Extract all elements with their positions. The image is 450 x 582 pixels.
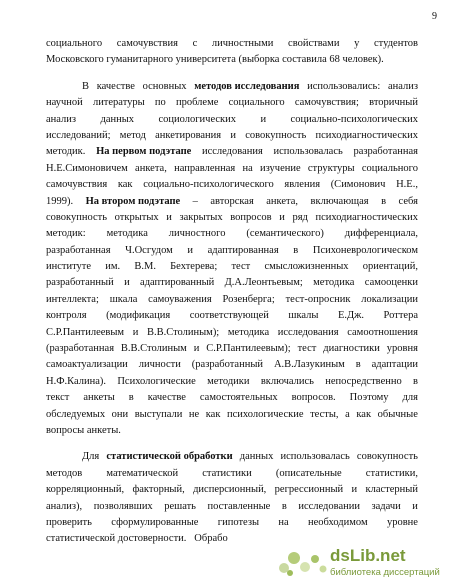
word: вопросов.	[291, 392, 336, 404]
word: анализ	[46, 113, 77, 125]
text-line	[46, 128, 418, 144]
word: и	[260, 113, 267, 125]
word: совокупность	[356, 451, 418, 463]
word: авторская	[210, 195, 254, 207]
word: решать	[164, 500, 196, 512]
text-line	[46, 259, 418, 275]
word: адаптации	[371, 359, 418, 371]
word: использовалась	[273, 146, 343, 158]
word: исследования	[277, 326, 339, 338]
word: качестве	[147, 392, 186, 404]
word: себя	[398, 195, 418, 207]
word: С.Р.Пантилеевым	[46, 326, 125, 338]
word: кластерный	[365, 484, 418, 496]
word: обычные	[377, 408, 418, 420]
word: анкетирования	[155, 129, 222, 141]
word: сформулированные	[111, 516, 199, 528]
word: адаптированный	[140, 277, 215, 289]
word: В	[82, 80, 90, 92]
word: тесты,	[310, 408, 339, 420]
text-line	[46, 112, 418, 128]
dslib-logo-icon	[274, 548, 334, 578]
text-line	[46, 210, 418, 226]
word: и	[124, 277, 130, 289]
word: и	[230, 129, 236, 141]
word: методика	[227, 326, 270, 338]
word: интеллекта;	[46, 293, 99, 305]
word: В.В.Столиным);	[146, 326, 220, 338]
word: данных	[239, 451, 274, 463]
word: как	[205, 408, 221, 420]
word: статистической достоверности. Обрабо	[46, 533, 228, 545]
word: свойствами	[288, 38, 340, 49]
text-line	[46, 194, 418, 210]
word: необходимом	[308, 516, 368, 528]
word: анализ),	[46, 500, 83, 512]
word: социологических	[158, 113, 237, 125]
word: включались	[260, 375, 314, 387]
word: им.	[105, 261, 121, 273]
word: математической	[106, 467, 179, 479]
word: поставленные	[207, 500, 271, 512]
word: позволявших	[93, 500, 153, 512]
word: исследований;	[46, 129, 111, 141]
word: самочувствия;	[294, 97, 359, 109]
word: социального	[361, 162, 418, 174]
word: для	[402, 392, 418, 404]
text-line	[46, 243, 418, 259]
word: тест-опросник	[285, 293, 351, 305]
word: разработанная	[46, 244, 111, 256]
word: использовались:	[307, 80, 381, 92]
text-line	[46, 308, 418, 324]
word: диагностики	[323, 343, 380, 355]
text-line	[46, 407, 418, 423]
word: совокупность	[46, 211, 108, 223]
word: психодиагностических	[315, 211, 418, 223]
word: анкета,	[135, 162, 167, 174]
word: проверить	[46, 516, 92, 528]
text-line	[46, 515, 418, 531]
word: статистики,	[365, 467, 418, 479]
word: и	[193, 343, 200, 355]
text-line	[46, 95, 418, 111]
text-line	[46, 79, 418, 95]
word: личности	[138, 359, 181, 371]
watermark-brand: dsLib.net	[330, 546, 406, 565]
word: на	[278, 516, 289, 528]
bold-term: На первом подэтапе	[96, 146, 192, 158]
word: и	[351, 484, 358, 496]
word: метод	[119, 129, 146, 141]
word: личностными	[211, 38, 274, 49]
text-line	[46, 449, 418, 465]
text-line	[46, 423, 418, 439]
word: психологические	[227, 408, 304, 420]
text-line	[46, 499, 418, 515]
word: направленная	[174, 162, 236, 174]
word: тест	[231, 261, 251, 273]
word: структуры	[307, 162, 355, 174]
word: не	[188, 408, 200, 420]
word: закрытых	[179, 211, 223, 223]
page-number: 9	[432, 11, 437, 22]
word: методика	[106, 228, 148, 240]
word: в	[355, 359, 361, 371]
word: данных	[100, 113, 135, 125]
word: использовалась	[280, 451, 350, 463]
document-body	[46, 36, 418, 548]
word: ряд	[292, 211, 308, 223]
word: А.В.Лазукиным	[273, 359, 345, 371]
text-line	[46, 390, 418, 406]
word: анализ	[387, 80, 418, 92]
word: методов	[46, 467, 83, 479]
bold-term: методов исследования	[194, 80, 300, 92]
bold-term: статистической обработки	[106, 451, 233, 463]
word: Розенберга;	[222, 293, 275, 305]
word: в	[293, 244, 299, 256]
text-line	[46, 177, 418, 193]
word: научной	[46, 97, 83, 109]
text-line	[46, 466, 418, 482]
word: в	[128, 392, 134, 404]
word: личностного	[168, 228, 226, 240]
word: разработанный	[46, 277, 114, 289]
word: непосредственно	[325, 375, 402, 387]
word: Н.Е.Симоновичем	[46, 162, 128, 174]
word: в	[413, 375, 418, 387]
text-line	[46, 325, 418, 341]
word: Ч.Осгудом	[125, 244, 173, 256]
word: уровня	[386, 343, 418, 355]
bold-term: На втором подэтапе	[85, 195, 181, 207]
word: адаптированная	[207, 244, 279, 256]
word: в	[281, 500, 287, 512]
word: проблеме	[175, 97, 219, 109]
dslib-watermark	[274, 546, 450, 580]
word: –	[192, 195, 198, 207]
word: психодиагностических	[315, 129, 418, 141]
word: (описательные	[275, 467, 342, 479]
text-line	[46, 226, 418, 242]
text-line	[46, 341, 418, 357]
text-line	[46, 482, 418, 498]
word: самоотношения	[347, 326, 418, 338]
word: вопросов	[230, 211, 272, 223]
word: Поэтому	[349, 392, 389, 404]
word: (семантического)	[246, 228, 324, 240]
word: соответствующей	[189, 310, 269, 322]
word: как	[117, 179, 133, 191]
word: на	[242, 162, 253, 174]
word: литературы	[92, 97, 145, 109]
word: вторичный	[369, 97, 418, 109]
word: самочувствия	[116, 38, 178, 49]
word: студентов	[374, 38, 418, 49]
word: Е.Дж.	[337, 310, 365, 322]
word: методик:	[46, 228, 86, 240]
word: Роттера	[383, 310, 418, 322]
watermark-subtitle: библиотека диссертаций	[330, 567, 440, 578]
word: самоуважения	[148, 293, 212, 305]
word: Н.Е.,	[396, 179, 418, 191]
word: социального	[228, 97, 285, 109]
word: основных	[142, 80, 187, 92]
word: и	[187, 244, 193, 256]
word: корреляционный,	[46, 484, 125, 496]
word: В.М.	[134, 261, 156, 273]
word: локализации	[361, 293, 418, 305]
word: разработанная	[353, 146, 418, 158]
text-line	[46, 374, 418, 390]
word: (Симонович	[330, 179, 386, 191]
word: анкета,	[266, 195, 299, 207]
word: они	[111, 408, 129, 420]
text-line	[46, 144, 418, 160]
word: у	[354, 38, 360, 49]
word: шкалы	[288, 310, 319, 322]
text-line	[46, 357, 418, 373]
word: Д.А.Леонтьевым;	[224, 277, 303, 289]
word: самостоятельных	[199, 392, 278, 404]
word: смысложизненных	[264, 261, 349, 273]
word: статистики	[202, 467, 252, 479]
text-line	[46, 161, 418, 177]
word: и	[132, 326, 139, 338]
word: дифференциала,	[344, 228, 418, 240]
word: исследования	[201, 146, 263, 158]
word: дисперсионный,	[193, 484, 267, 496]
word: а	[345, 408, 350, 420]
word: социально-психологического	[143, 179, 274, 191]
word: методики	[207, 375, 250, 387]
word: с	[192, 38, 198, 49]
word: текст	[46, 392, 70, 404]
word: и	[412, 500, 418, 512]
word: 1999).	[46, 195, 74, 207]
text-line	[46, 52, 418, 68]
word: вопросы анкеты.	[46, 424, 121, 436]
word: шкала	[109, 293, 138, 305]
word: самочувствия	[46, 179, 108, 191]
word: Бехтерева;	[170, 261, 218, 273]
word: С.Р.Пантилеевым);	[206, 343, 291, 355]
text-line	[46, 275, 418, 291]
word: Психоневрологическом	[312, 244, 418, 256]
word: в	[381, 195, 387, 207]
word: Для	[82, 451, 100, 463]
word: уровне	[386, 516, 418, 528]
word: методика	[313, 277, 355, 289]
word: и	[279, 211, 285, 223]
word: обследуемых	[46, 408, 106, 420]
word: социально-психологических	[290, 113, 418, 125]
text-line	[46, 36, 418, 52]
word: анкеты	[83, 392, 115, 404]
word: выступали	[134, 408, 183, 420]
word: как	[356, 408, 372, 420]
word: исследовании	[298, 500, 360, 512]
word: институте	[46, 261, 92, 273]
word: регрессионный	[274, 484, 344, 496]
word: методик.	[46, 146, 86, 158]
word: контроля	[46, 310, 87, 322]
word: Психологические	[117, 375, 196, 387]
word: Н.Ф.Калина).	[46, 375, 107, 387]
word: совокупность	[245, 129, 307, 141]
word: ориентаций,	[362, 261, 418, 273]
word: и	[166, 211, 172, 223]
word: тест	[297, 343, 317, 355]
word: по	[154, 97, 166, 109]
word: самоактуализации	[46, 359, 128, 371]
text-line	[46, 292, 418, 308]
word: (разработанный	[191, 359, 264, 371]
word: социального	[46, 38, 103, 49]
word: задачи	[371, 500, 401, 512]
word: качестве	[96, 80, 135, 92]
word: гипотезы	[217, 516, 260, 528]
word: самооценки	[364, 277, 418, 289]
word: (модификация	[106, 310, 171, 322]
word: изучение	[260, 162, 301, 174]
word: явления	[284, 179, 321, 191]
word: (разработанная	[46, 343, 115, 355]
word: В.В.Столиным	[120, 343, 187, 355]
word: Московского гуманитарного университета (выборка составила 68 человек).	[46, 54, 384, 66]
word: включающая	[310, 195, 369, 207]
word: факторный,	[132, 484, 185, 496]
word: открытых	[114, 211, 159, 223]
